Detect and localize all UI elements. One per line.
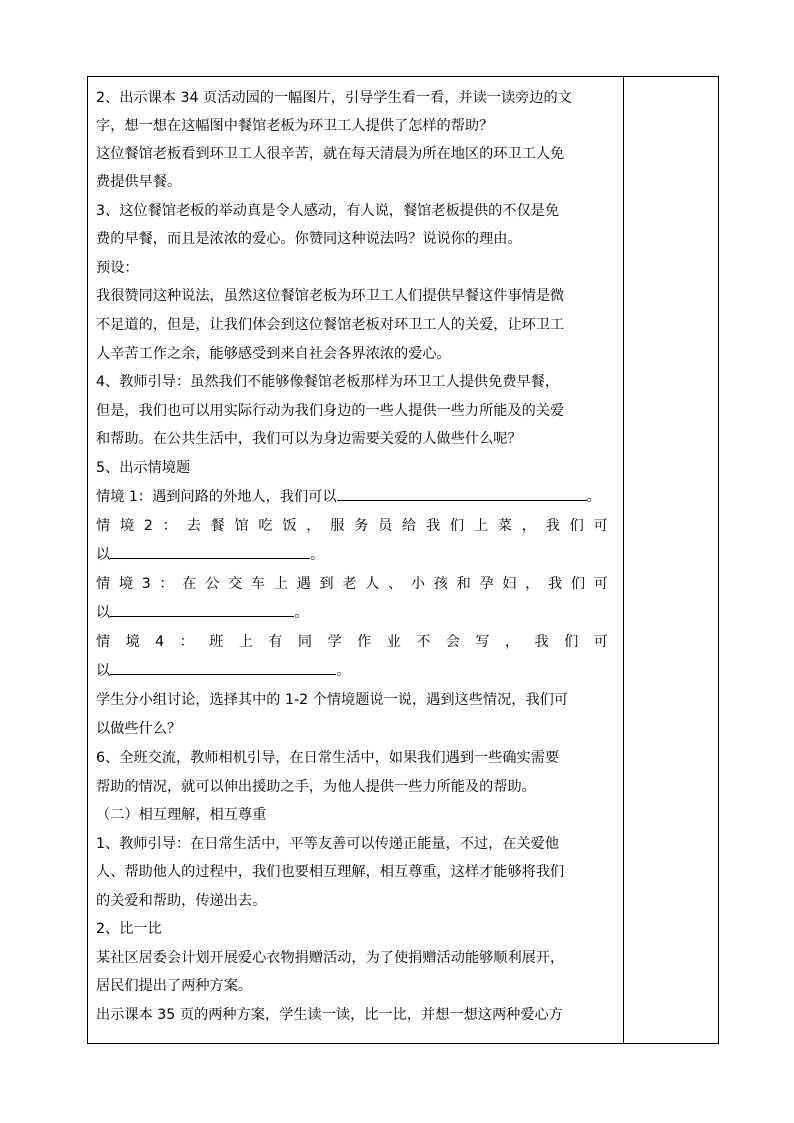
spread-char: 们 [564,634,579,650]
text-line: 费的早餐，而且是浓浓的爱心。你赞同这种说法吗？说说你的理由。 [96,231,522,247]
scenario-2-blank-line [96,542,616,568]
spread-char: 小 [410,576,426,592]
spread-char: 我 [534,634,549,650]
spread-char: 到 [319,576,334,592]
text-line: 人辛苦工作之余，能够感受到来自社会各界浓浓的爱心。 [96,346,451,362]
spread-char: 妇 [502,576,517,592]
spread-char: 上 [238,634,253,650]
text-line: 不足道的，但是，让我们体会到这位餐馆老板对环卫工人的关爱，让环卫工 [96,317,565,333]
spread-char: 餐 [210,518,225,534]
spread-char: 情 [96,576,111,592]
spread-char: 馆 [234,518,249,534]
scenario-4-end: 。 [336,663,351,679]
scenario-2-blank [110,542,310,559]
spread-char: 境 [118,576,134,592]
spread-char: 作 [357,634,372,650]
spread-char: 车 [250,576,266,592]
section-heading: 5、出示情境题 [96,460,191,476]
spread-char: 可 [593,518,608,534]
text-line: 居民们提出了两种方案。 [96,978,253,994]
spread-char: 业 [386,634,401,650]
text-line: 的关爱和帮助，传递出去。 [96,893,267,909]
scenario-3-end: 。 [294,605,309,621]
text-line: 费提供早餐。 [96,174,182,190]
spread-char: 给 [402,518,417,534]
text-line: 这位餐馆老板看到环卫工人很辛苦，就在每天清晨为所在地区的环卫工人免 [96,146,565,162]
scenario-3-blank-line [96,600,616,626]
text-line: 学生分小组讨论，选择其中的 1-2 个情境题说一说，遇到这些情况，我们可 [96,692,569,708]
text-line: 我很赞同这种说法，虽然这位餐馆老板为环卫工人们提供早餐这件事情是微 [96,288,565,304]
spread-char: 吃 [258,518,273,534]
scenario-2-end: 。 [310,547,325,563]
spread-char: 们 [569,518,584,534]
spread-char: ： [162,518,177,534]
spread-char: 老 [342,576,357,592]
spread-char: 情 [96,518,111,534]
scenario-4-blank [110,658,336,675]
lesson-content-cell [88,77,623,1043]
spread-char: 班 [209,634,224,650]
scenario-1-blank [337,484,587,501]
text-line: 人、帮助他人的过程中，我们也要相互理解，相互尊重，这样才能够将我们 [96,864,565,880]
spread-char: 务 [354,518,369,534]
scenario-3-prefix: 以 [96,605,111,621]
spread-char: 境 [125,634,140,650]
spread-char: 写 [475,634,490,650]
spread-char: 不 [416,634,431,650]
spread-char: 我 [545,518,560,534]
scenario-3-line [96,571,616,597]
scenario-1-line [96,484,616,510]
spread-char: 饭 [282,518,297,534]
spread-char: ， [504,634,520,650]
spread-char: 在 [182,576,197,592]
scenario-2-line [96,513,616,539]
spread-char: 可 [593,634,608,650]
scenario-3-prompt [96,571,608,597]
spread-char: 学 [327,634,342,650]
text-line: 出示课本 35 页的两种方案，学生读一读，比一比，并想一想这两种爱心方 [96,1007,563,1023]
spread-char: 有 [268,634,283,650]
spread-char: 境 [119,518,135,534]
spread-char: 同 [297,634,313,650]
scenario-4-prompt [96,629,608,655]
scenario-4-blank-line [96,658,616,684]
spread-char: 孩 [433,576,448,592]
spread-char: ， [521,518,536,534]
text-line: 1、教师引导：在日常生活中，平等友善可以传递正能量，不过，在关爱他 [96,836,560,852]
spread-char: 、 [388,576,403,592]
text-line: 某社区居委会计划开展爱心衣物捐赠活动，为了使捐赠活动能够顺利展开， [96,950,565,966]
text-line: 字，想一想在这幅图中餐馆老板为环卫工人提供了怎样的帮助？ [96,118,494,134]
spread-char: 可 [593,576,608,592]
text-line: 6、全班交流，教师相机引导，在日常生活中，如果我们遇到一些确实需要 [96,750,560,766]
spread-char: 我 [425,518,441,534]
text-line: 但是，我们也可以用实际行动为我们身边的一些人提供一些力所能及的关爱 [96,403,565,419]
spread-char: 4 [155,634,165,650]
scenario-4-prefix: 以 [96,663,111,679]
spread-char: 服 [330,518,345,534]
spread-char: 会 [445,634,460,650]
text-line: 4、教师引导：虽然我们不能够像餐馆老板那样为环卫工人提供免费早餐， [96,374,560,390]
spread-char: 人 [365,576,380,592]
spread-char: 员 [378,518,393,534]
text-line: 3、这位餐馆老板的举动真是令人感动，有人说，餐馆老板提供的不仅是免 [96,203,560,219]
spread-char: 孕 [479,576,494,592]
section-heading: 2、比一比 [96,921,162,937]
scenario-3-blank [110,600,294,617]
scenario-2-prefix: 以 [96,547,111,563]
spread-char: 菜 [497,518,512,534]
spread-char: 去 [186,518,201,534]
spread-char: 2 [143,518,153,534]
spread-char: 们 [570,576,586,592]
text-line: 预设： [96,260,139,276]
spread-char: 交 [227,576,243,592]
text-line: 和帮助。在公共生活中，我们可以为身边需要关爱的人做些什么呢？ [96,431,522,447]
spread-char: ： [159,576,174,592]
text-line: 2、出示课本 34 页活动园的一幅图片，引导学生看一看，并读一读旁边的文 [96,90,572,106]
text-line: 帮助的情况，就可以伸出援助之手，为他人提供一些力所能及的帮助。 [96,779,536,795]
spread-char: 和 [456,576,471,592]
spread-char: ： [179,634,194,650]
scenario-1-end: 。 [586,489,601,505]
notes-cell [624,77,718,1043]
scenario-2-prompt [96,513,608,539]
spread-char: ， [525,576,540,592]
text-line: 以做些什么？ [96,721,182,737]
spread-char: ， [306,518,321,534]
spread-char: 公 [205,576,220,592]
lesson-plan-table [87,76,719,1044]
spread-char: 们 [449,518,465,534]
scenario-1-prompt: 情境 1：遇到问路的外地人，我们可以 [96,489,337,505]
spread-char: 情 [96,634,111,650]
spread-char: 3 [141,576,151,592]
scenario-4-line [96,629,616,655]
spread-char: 上 [273,576,288,592]
spread-char: 我 [548,576,563,592]
section-heading: （二）相互理解，相互尊重 [96,807,267,823]
spread-char: 上 [473,518,489,534]
spread-char: 遇 [296,576,311,592]
